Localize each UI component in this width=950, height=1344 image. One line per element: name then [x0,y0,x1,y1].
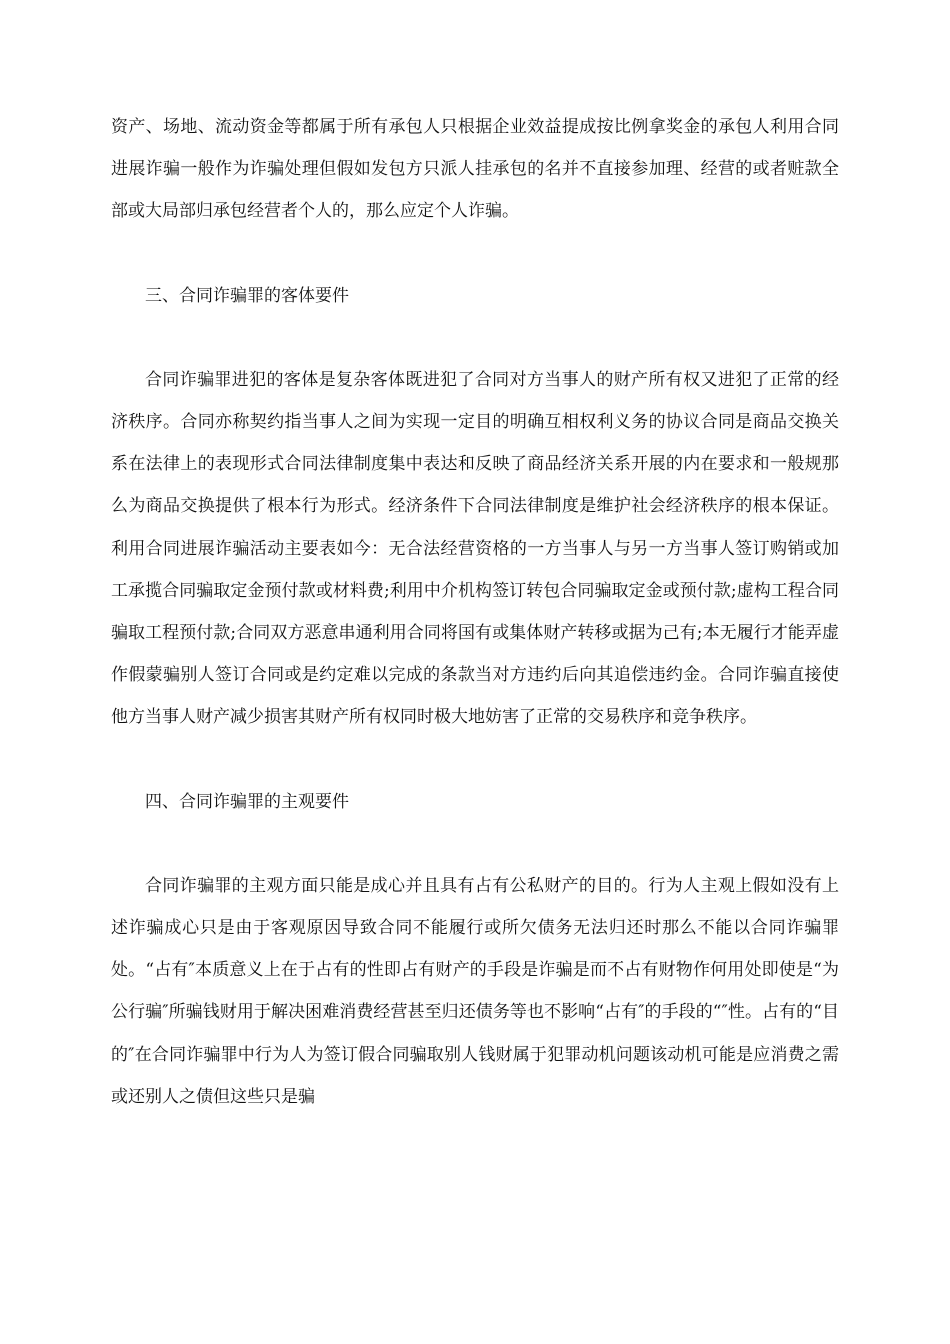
paragraph-continuation: 资产、场地、流动资金等都属于所有承包人只根据企业效益提成按比例拿奖金的承包人利用合同进展诈骗一般作为诈骗处理但假如发包方只派人挂承包的名并不直接参加理、经营的或者赃款全部或大局部归承包经营者个人的，那么应定个人诈骗。 [111,117,839,222]
paragraph-subjective-element: 合同诈骗罪的主观方面只能是成心并且具有占有公私财产的目的。行为人主观上假如没有上述诈骗成心只是由于客观原因导致合同不能履行或所欠债务无法归还时那么不能以合同诈骗罪处。“占有″本质意义上在于占有的性即占有财产的手段是诈骗是而不占有财物作何用处即使是“为公行骗″所骗钱财用于解决困难消费经营甚至归还债务等也不影响“占有″的手段的“″性。占有的“目的″在合同诈骗罪中行为人为签订假合同骗取别人钱财属于犯罪动机问题该动机可能是应消费之需或还别人之债但这些只是骗 [111,875,839,1107]
paragraph-object-element: 合同诈骗罪进犯的客体是复杂客体既进犯了合同对方当事人的财产所有权又进犯了正常的经济秩序。合同亦称契约指当事人之间为实现一定目的明确互相权利义务的协议合同是商品交换关系在法律上的表现形式合同法律制度集中表达和反映了商品经济关系开展的内在要求和一般规那么为商品交换提供了根本行为形式。经济条件下合同法律制度是维护社会经济秩序的根本保证。利用合同进展诈骗活动主要表如今：无合法经营资格的一方当事人与另一方当事人签订购销或加工承揽合同骗取定金预付款或材料费;利用中介机构签订转包合同骗取定金或预付款;虚构工程合同骗取工程预付款;合同双方恶意串通利用合同将国有或集体财产转移或据为己有;本无履行才能弄虚作假蒙骗别人签订合同或是约定难以完成的条款当对方违约后向其追偿违约金。合同诈骗直接使他方当事人财产减少损害其财产所有权同时极大地妨害了正常的交易秩序和竞争秩序。 [111,369,839,728]
section-heading-object-element: 三、合同诈骗罪的客体要件 [145,285,349,306]
document-body [111,106,839,1118]
section-heading-subjective-element: 四、合同诈骗罪的主观要件 [145,791,349,812]
